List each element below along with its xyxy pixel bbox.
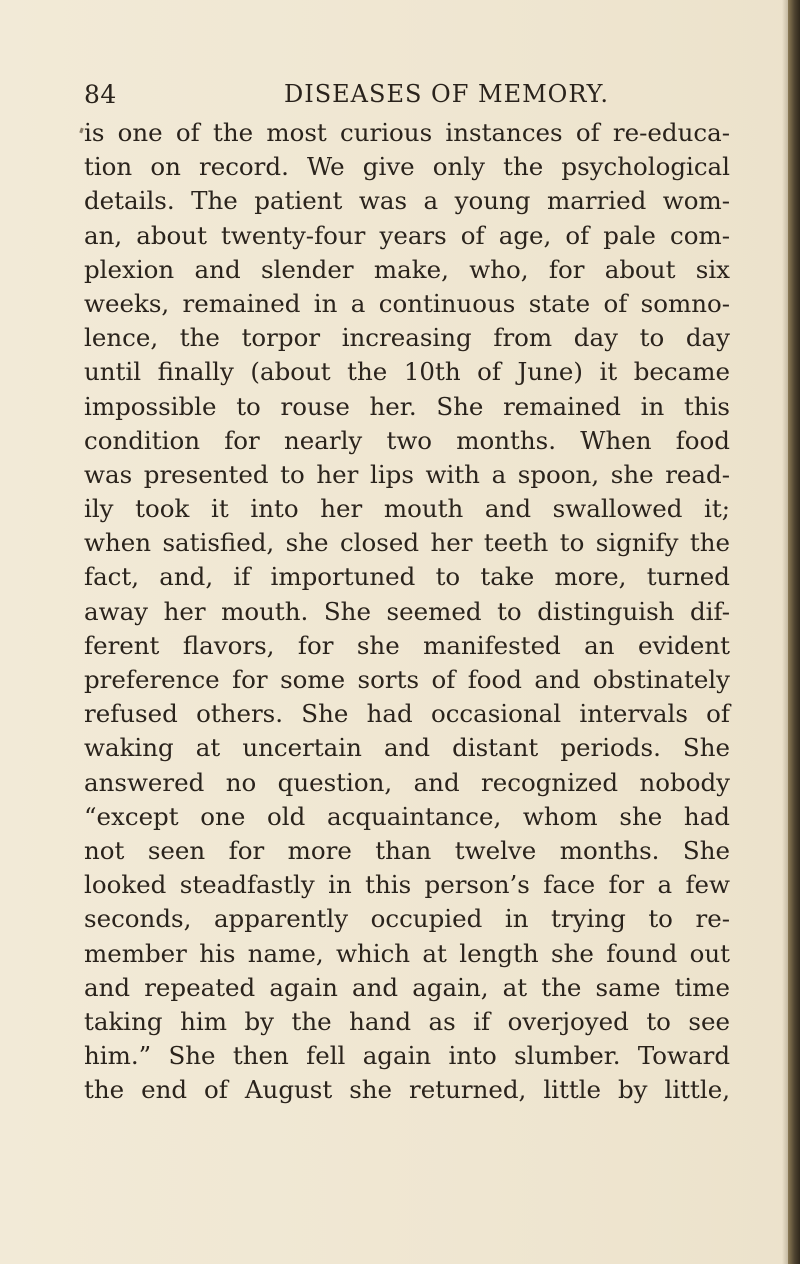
text-line: tion on record. We give only the psychological — [84, 152, 730, 182]
text-line: until finally (about the 10th of June) it became — [84, 357, 730, 387]
text-line: and repeated again and again, at the same time — [84, 972, 730, 1002]
text-line: refused others. She had occasional intervals of — [84, 699, 730, 729]
text-line: condition for nearly two months. When food — [84, 425, 730, 455]
text-line: “except one old acquaintance, whom she had — [84, 801, 730, 831]
text-line: taking him by the hand as if overjoyed to see — [84, 1006, 730, 1036]
text-line: details. The patient was a young married wom- — [84, 186, 730, 216]
text-line: lence, the torpor increasing from day to day — [84, 323, 730, 353]
text-line: plexion and slender make, who, for about six — [84, 254, 730, 284]
text-line: impossible to rouse her. She remained in this — [84, 391, 730, 421]
running-head: DISEASES OF MEMORY. — [284, 80, 610, 108]
text-line: him.” She then fell again into slumber. Toward — [84, 1041, 730, 1071]
text-line: weeks, remained in a continuous state of somno- — [84, 288, 730, 318]
text-line: preference for some sorts of food and obstinately — [84, 665, 730, 694]
text-line: is one of the most curious instances of re-educa- — [84, 118, 730, 147]
text-line: answered no question, and recognized nobody — [84, 767, 730, 797]
text-line: away her mouth. She seemed to distinguish dif- — [84, 596, 730, 626]
text-line: looked steadfastly in this person’s face for a few — [84, 870, 730, 900]
text-line: was presented to her lips with a spoon, she read- — [84, 459, 730, 489]
text-line: an, about twenty-four years of age, of pale com- — [84, 220, 730, 250]
body-text — [84, 116, 730, 1107]
text-line: ily took it into her mouth and swallowed it; — [84, 494, 730, 524]
page-edge — [788, 0, 800, 1264]
text-line: not seen for more than twelve months. She — [84, 835, 730, 865]
page-header — [84, 80, 729, 116]
text-line: ferent flavors, for she manifested an evident — [84, 630, 730, 660]
text-line: waking at uncertain and distant periods. She — [84, 733, 730, 763]
text-line: fact, and, if importuned to take more, turned — [84, 562, 730, 592]
page-number: 84 — [84, 80, 117, 109]
text-line: seconds, apparently occupied in trying to re- — [84, 904, 730, 934]
text-line: member his name, which at length she found out — [84, 938, 730, 968]
text-line: when satisfied, she closed her teeth to signify the — [84, 528, 730, 558]
text-line: the end of August she returned, little by little, — [84, 1075, 730, 1105]
